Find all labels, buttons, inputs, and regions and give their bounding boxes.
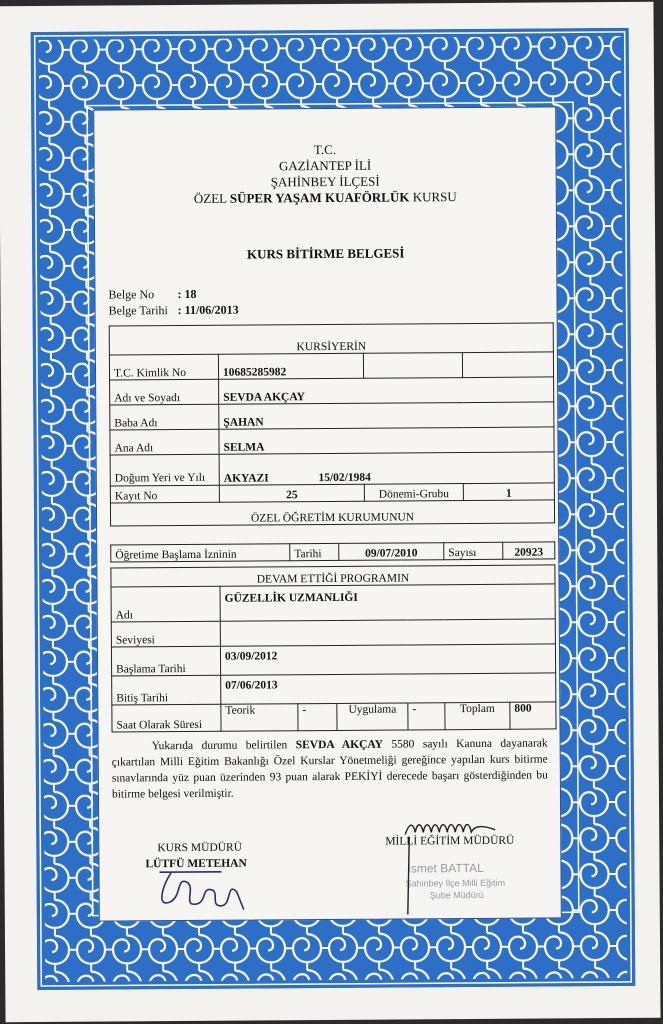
- basla-value: 03/09/2012: [220, 644, 555, 675]
- kurum-sayi-label: Sayısı: [444, 542, 503, 559]
- stamp-line-2: Şahinbey İlçe Milli Eğitim: [405, 877, 506, 889]
- basla-label: Başlama Tarihi: [111, 646, 220, 676]
- belge-no-row: [108, 287, 196, 303]
- father-label: Baba Adı: [110, 404, 219, 430]
- saat-label: Saat Olarak Süresi: [112, 704, 221, 732]
- certificate-paper: [0, 2, 661, 1023]
- mother-label: Ana Adı: [110, 429, 219, 455]
- para-student-name: SEVDA AKÇAY: [295, 738, 384, 752]
- tc-empty-1: [363, 353, 462, 379]
- toplam-value: 800: [510, 702, 556, 729]
- kurum-heading: ÖZEL ÖĞRETİM KURUMUNUN: [110, 500, 554, 526]
- program-adi-value: GÜZELLİK UZMANLIĞI: [220, 584, 555, 621]
- header-district: ŞAHİNBEY İLÇESİ: [270, 173, 380, 190]
- para-part-1: Yukarıda durumu belirtilen: [151, 739, 296, 753]
- certificate-body: [93, 106, 562, 921]
- teorik-value: -: [298, 703, 337, 730]
- header-course-name: [95, 188, 556, 206]
- header-tc: T.C.: [313, 141, 337, 158]
- belge-no-label: Belge No: [108, 287, 155, 302]
- uygulama-value: -: [408, 703, 445, 730]
- header-prefix: ÖZEL: [193, 190, 227, 206]
- header-bold-name: SÜPER YAŞAM KUAFÖRLÜK: [229, 189, 410, 206]
- teorik-label: Teorik: [221, 704, 298, 732]
- mother-value: SELMA: [219, 427, 554, 454]
- name-value: SEVDA AKÇAY: [219, 377, 554, 404]
- name-label: Adı ve Soyadı: [110, 379, 219, 405]
- kurum-table: [110, 541, 555, 562]
- header-province: GAZİANTEP İLİ: [278, 157, 372, 174]
- bitis-label: Bitiş Tarihi: [112, 675, 221, 705]
- tc-empty-2: [462, 352, 553, 378]
- program-heading: DEVAM ETTİĞİ PROGRAMIN: [111, 565, 555, 587]
- stamp-name: İsmet BATTAL: [407, 860, 484, 876]
- birth-label: Doğum Yeri ve Yılı: [110, 454, 219, 486]
- belge-no-value: : 18: [177, 286, 197, 302]
- father-value: ŞAHAN: [219, 402, 554, 429]
- declaration-paragraph: [112, 735, 548, 802]
- donem-label: Dönemi-Grubu: [364, 484, 463, 502]
- birth-date: 15/02/1984: [318, 471, 371, 485]
- kurum-tarih-value: 09/07/2010: [339, 543, 444, 561]
- kayit-label: Kayıt No: [110, 485, 219, 503]
- tc-value: 10685285982: [218, 353, 363, 379]
- header-suffix: KURSU: [412, 189, 457, 205]
- left-signature-title: KURS MÜDÜRÜ: [157, 841, 243, 855]
- uygulama-label: Uygulama: [337, 703, 408, 730]
- belge-date-value: : 11/06/2013: [177, 302, 239, 318]
- right-signature-title: MİLLİ EĞİTİM MÜDÜRÜ: [385, 834, 515, 848]
- birth-place: AKYAZI: [223, 472, 269, 485]
- bitis-value: 07/06/2013: [221, 673, 556, 704]
- left-signature-name: LÜTFÜ METEHAN: [145, 857, 247, 871]
- kurum-tarih-label: Tarihi: [290, 543, 339, 560]
- kayit-value: 25: [219, 484, 364, 502]
- left-signature-scribble: [151, 861, 281, 922]
- toplam-label: Toplam: [445, 702, 510, 729]
- program-adi-label: Adı: [111, 586, 220, 622]
- right-signature-scribble: [395, 814, 546, 925]
- seviye-value: [220, 619, 555, 646]
- program-table: [110, 564, 556, 732]
- kursiyer-table: [109, 322, 555, 526]
- kursiyer-heading: KURSİYERİN: [109, 323, 553, 355]
- document-title: KURS BİTİRME BELGESİ: [246, 245, 405, 262]
- donem-value: 1: [463, 483, 554, 501]
- para-part-2: 5580 sayılı Kanuna dayanarak çıkartılan Milli Eğitim Bakanlığı Özel Kurslar Yönetmeliği gereğince yapılan kurs bitirme sınavlarında yüz puan üzerinden 93 puan alarak PEKİYİ derecede başarı gösterdiğinden bu bitirme belgesi verilmiştir.: [111, 737, 548, 801]
- tc-label: T.C. Kimlik No: [109, 354, 218, 380]
- stamp-line-3: Şube Müdürü: [429, 889, 484, 901]
- izin-label: Öğretime Başlama İzninin: [111, 544, 290, 562]
- kurum-sayi-value: 20923: [503, 542, 555, 559]
- seviye-label: Seviyesi: [111, 621, 220, 647]
- birth-value: [219, 452, 554, 485]
- belge-date-row: [109, 303, 239, 319]
- belge-date-label: Belge Tarihi: [108, 303, 168, 318]
